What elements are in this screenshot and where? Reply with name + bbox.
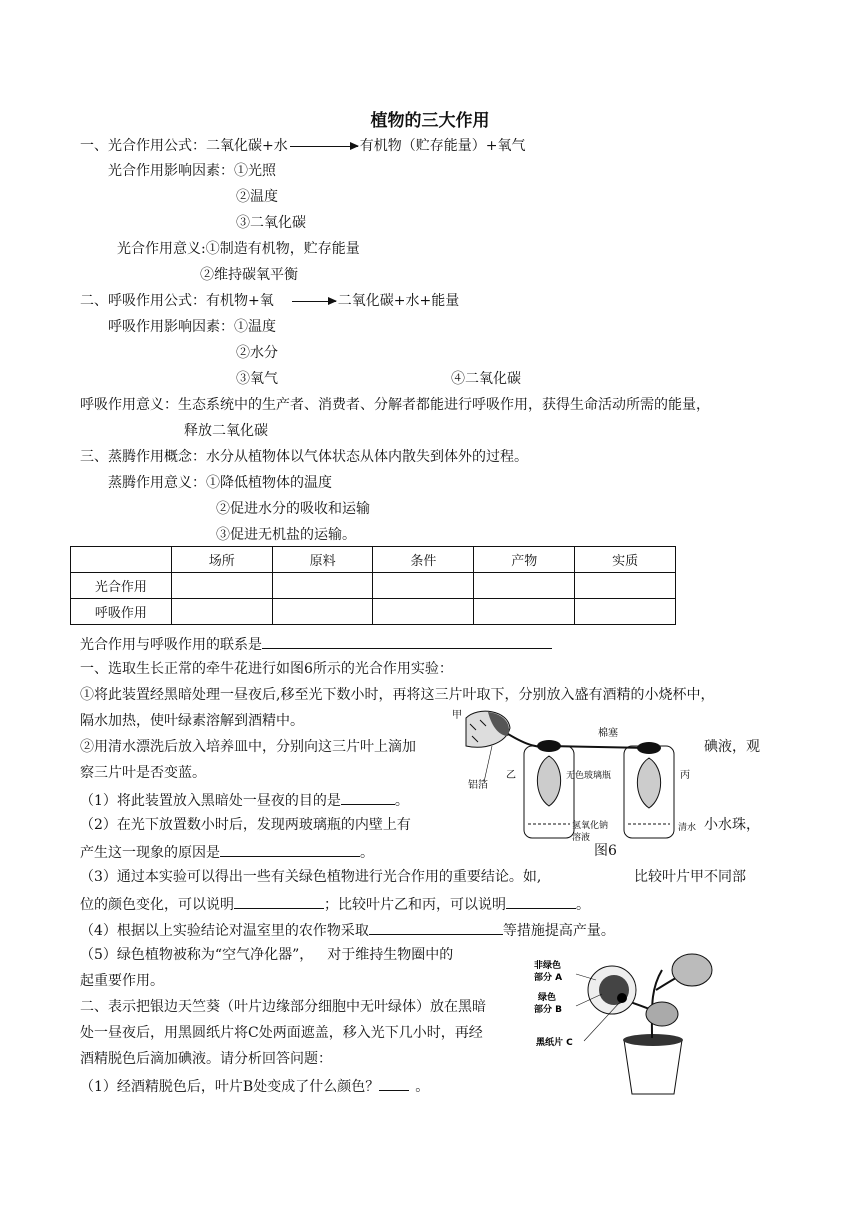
arrow-icon: [290, 146, 358, 147]
exp1-q2-left: （2）在光下放置数小时后，发现两玻璃瓶的内壁上有: [80, 817, 411, 833]
exp2-q1: [80, 1076, 429, 1096]
exp2-line3: 酒精脱色后滴加碘液。请分析回答问题：: [80, 1051, 332, 1067]
exp1-step2-right: 碘液，观: [704, 739, 760, 755]
label-bing: 丙: [680, 770, 690, 781]
answer-blank[interactable]: [234, 894, 324, 909]
exp1-q5: [80, 946, 453, 964]
table-row: [71, 573, 676, 599]
leaf: [646, 1002, 678, 1026]
question-end: 。: [394, 793, 409, 809]
arrow-icon: [292, 301, 336, 302]
exp1-q5-line2: 起重要作用。: [80, 973, 164, 989]
exp1-intro: 一、选取生长正常的牵牛花进行如图6所示的光合作用实验：: [80, 661, 453, 677]
geranium-figure: [532, 950, 748, 1100]
exp1-step1-line2: 隔水加热，使叶绿素溶解到酒精中。: [80, 713, 304, 729]
answer-blank[interactable]: [220, 842, 360, 857]
relation-line: [80, 634, 552, 654]
question-text: 位的颜色变化，可以说明: [80, 897, 234, 913]
table-header-row: [71, 547, 676, 573]
table-header-cell: 原料: [272, 547, 373, 573]
answer-blank[interactable]: [262, 634, 552, 649]
label-a-2: 部分 A: [534, 973, 563, 983]
respiration-meaning-1: 呼吸作用意义：生态系统中的生产者、消费者、分解者都能进行呼吸作用，获得生命活动所需的能量，: [80, 397, 710, 413]
label-naoh-1: 氢氧化钠: [572, 821, 609, 831]
photosynthesis-factor-2: ②温度: [236, 189, 278, 205]
answer-cell[interactable]: [575, 573, 676, 599]
exp1-q1: [80, 790, 409, 810]
exp1-step2-line2: 察三片叶是否变蓝。: [80, 765, 206, 781]
relation-label: 光合作用与呼吸作用的联系是: [80, 637, 262, 653]
flower-pot: [624, 1040, 682, 1094]
exp2-line1: 二、表示把银边天竺葵（叶片边缘部分细胞中无叶绿体）放在黑暗: [80, 999, 486, 1015]
cork-right: [637, 742, 661, 754]
row-label: 呼吸作用: [71, 599, 172, 625]
leaf: [672, 954, 712, 986]
answer-cell[interactable]: [474, 573, 575, 599]
formula-left: 二、呼吸作用公式：有机物+氧: [80, 293, 274, 309]
formula-left: 一、光合作用公式：二氧化碳+水: [80, 138, 288, 154]
label-b-2: 部分 B: [534, 1005, 562, 1015]
exp1-q2-line2: [80, 842, 374, 862]
figure-6: [448, 706, 698, 862]
label-jia: 甲: [452, 710, 462, 721]
question-text: （4）根据以上实验结论对温室里的农作物采取: [80, 923, 369, 939]
answer-cell[interactable]: [272, 599, 373, 625]
label-cork: 棉塞: [598, 728, 618, 739]
row-label: 光合作用: [71, 573, 172, 599]
label-c: 黑纸片 C: [536, 1038, 573, 1048]
answer-blank[interactable]: [379, 1076, 409, 1091]
question-end: 。: [576, 897, 590, 913]
answer-cell[interactable]: [373, 599, 474, 625]
formula-right: 二氧化碳+水+能量: [337, 293, 460, 309]
transpiration-meaning-2: ②促进水分的吸收和运输: [216, 501, 370, 517]
exp2-line2: 处一昼夜后，用黑圆纸片将C处两面遮盖，移入光下几小时，再经: [80, 1025, 483, 1041]
table-header-cell: 产物: [474, 547, 575, 573]
answer-cell[interactable]: [373, 573, 474, 599]
question-text: 等措施提高产量。: [502, 923, 615, 939]
answer-blank[interactable]: [341, 790, 395, 805]
question-text: ；比较叶片乙和丙，可以说明: [324, 897, 506, 913]
table-header-cell: 条件: [373, 547, 474, 573]
label-a-1: 非绿色: [534, 961, 562, 971]
leaf-bing: [637, 758, 660, 808]
soil: [623, 1034, 683, 1046]
exp1-q2-right: 小水珠，: [704, 817, 760, 833]
label-water: 清水: [678, 823, 697, 833]
respiration-meaning-2: 释放二氧化碳: [184, 423, 268, 439]
respiration-factor-2: ②水分: [236, 345, 278, 361]
transpiration-meaning-3: ③促进无机盐的运输。: [216, 527, 356, 543]
label-b-1: 绿色: [538, 993, 557, 1003]
cork-left: [537, 740, 561, 752]
exp1-q3-line2: [80, 894, 590, 914]
question-text: （1）将此装置放入黑暗处一昼夜的目的是: [80, 793, 341, 809]
photosynthesis-factor-1: 光合作用影响因素：①光照: [108, 163, 276, 179]
exp1-q3-right: 比较叶片甲不同部: [634, 869, 746, 885]
respiration-factor-3: ③氧气: [236, 371, 278, 387]
page-title: 植物的三大作用: [370, 111, 490, 131]
photosynthesis-formula: [80, 137, 525, 155]
answer-cell[interactable]: [171, 599, 272, 625]
stem: [508, 734, 648, 748]
answer-cell[interactable]: [474, 599, 575, 625]
respiration-factor-1: 呼吸作用影响因素：①温度: [108, 319, 276, 335]
figure-caption: 图6: [594, 843, 617, 859]
photosynthesis-meaning-2: ②维持碳氧平衡: [200, 267, 298, 283]
question-text: （1）经酒精脱色后，叶片B处变成了什么颜色？: [80, 1079, 380, 1095]
exp1-q4: [80, 920, 615, 940]
answer-cell[interactable]: [575, 599, 676, 625]
question-text: （5）绿色植物被称为“空气净化器”，: [80, 947, 314, 963]
table-header-cell: 场所: [171, 547, 272, 573]
black-paper: [617, 993, 627, 1003]
question-text: 对于维持生物圈中的: [327, 947, 454, 963]
table-header-cell: 实质: [575, 547, 676, 573]
table-row: [71, 599, 676, 625]
label-naoh-2: 溶液: [572, 833, 591, 843]
answer-cell[interactable]: [171, 573, 272, 599]
table-header-cell: [71, 547, 172, 573]
question-text: 产生这一现象的原因是: [80, 845, 220, 861]
exp1-q3-left: （3）通过本实验可以得出一些有关绿色植物进行光合作用的重要结论。如,: [80, 869, 542, 885]
question-end: 。: [415, 1079, 430, 1095]
formula-right: 有机物（贮存能量）+氧气: [359, 138, 526, 154]
photosynthesis-factor-3: ③二氧化碳: [236, 215, 306, 231]
transpiration-concept: 三、蒸腾作用概念：水分从植物体以气体状态从体内散失到体外的过程。: [80, 449, 528, 465]
respiration-formula: [80, 292, 459, 310]
question-end: 。: [360, 845, 374, 861]
label-yi: 乙: [506, 770, 516, 781]
comparison-table: [70, 546, 676, 625]
exp1-step2-left: ②用清水漂洗后放入培养皿中，分别向这三片叶上滴加: [80, 739, 416, 755]
transpiration-meaning-1: 蒸腾作用意义：①降低植物体的温度: [108, 475, 332, 491]
respiration-factor-4: ④二氧化碳: [451, 371, 521, 387]
answer-blank[interactable]: [506, 894, 576, 909]
photosynthesis-meaning-1: 光合作用意义:①制造有机物，贮存能量: [117, 241, 360, 257]
leaf-yi: [537, 756, 560, 806]
answer-cell[interactable]: [272, 573, 373, 599]
label-bottle: 无色玻璃瓶: [566, 771, 612, 781]
exp1-step1-line1: ①将此装置经黑暗处理一昼夜后,移至光下数小时，再将这三片叶取下，分别放入盛有酒精的小烧杯中，: [80, 687, 715, 703]
answer-blank[interactable]: [369, 920, 503, 935]
label-foil: 铝箔: [468, 780, 488, 791]
